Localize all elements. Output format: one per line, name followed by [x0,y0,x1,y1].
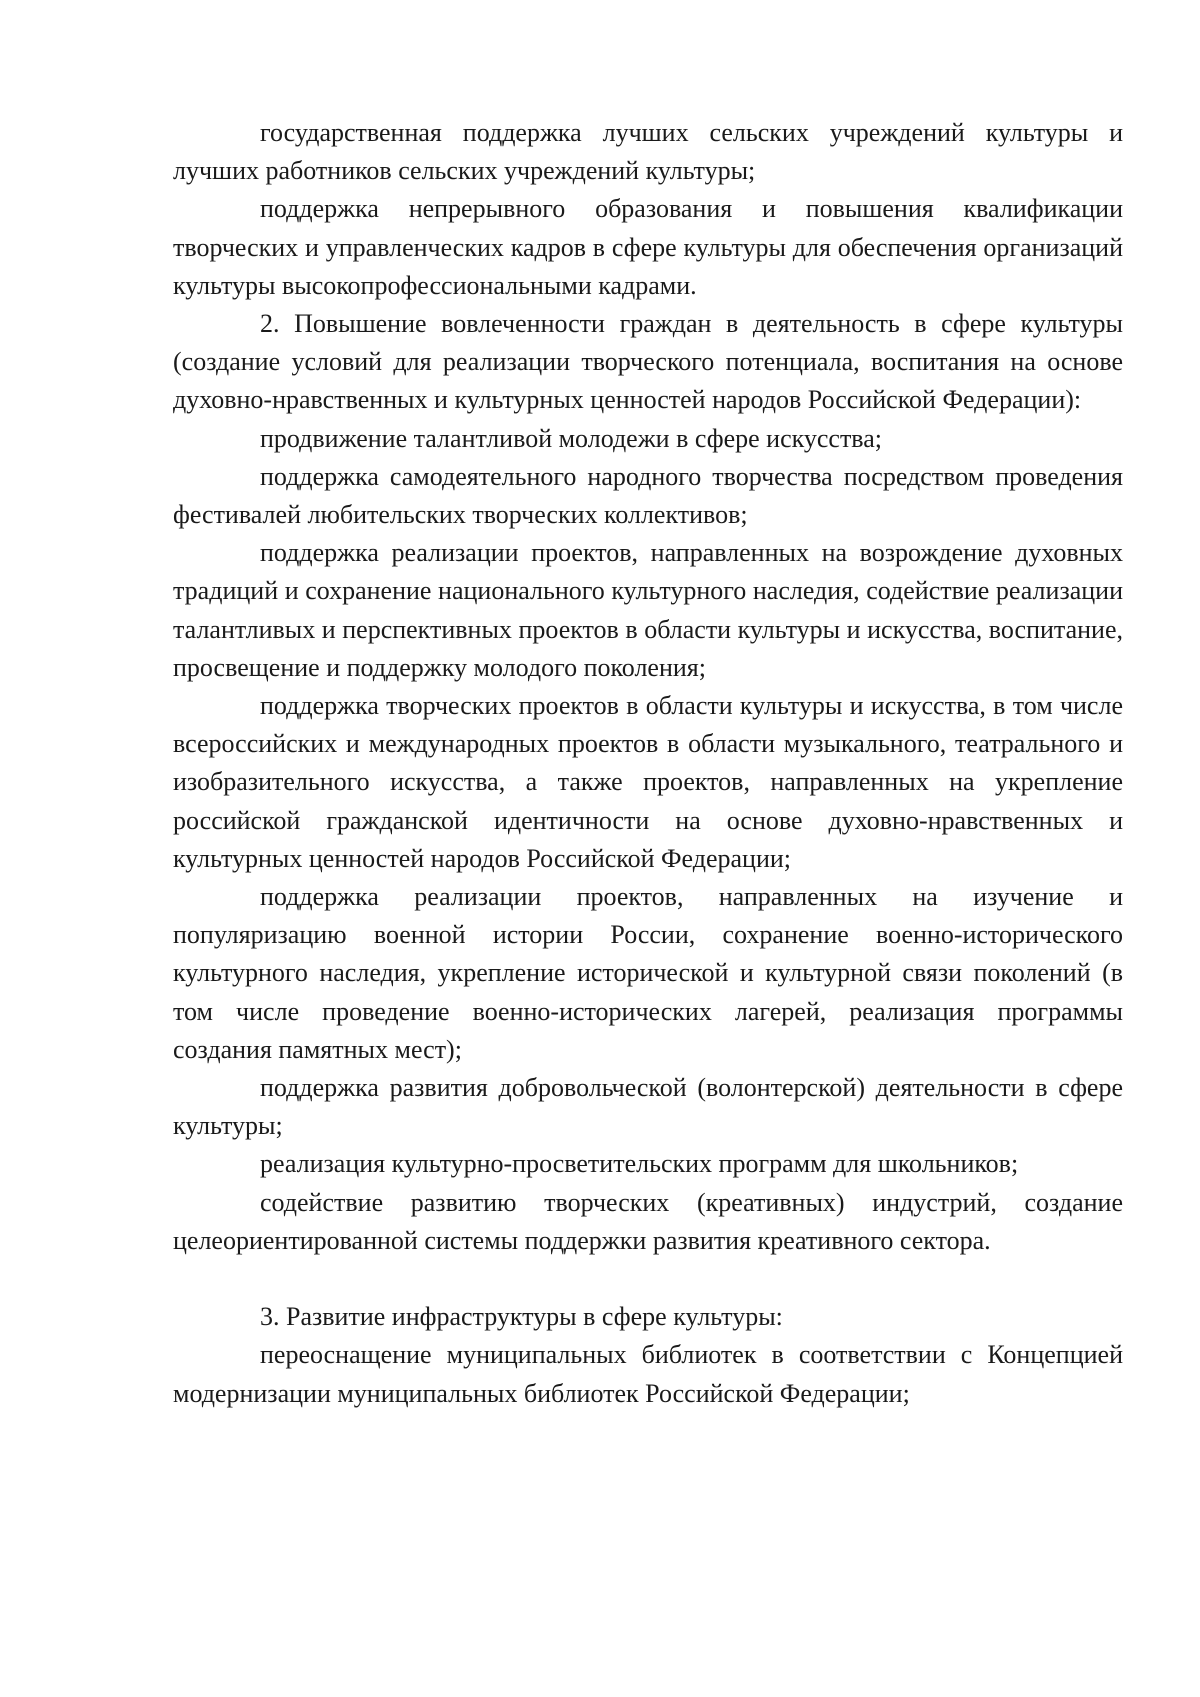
paragraph: содействие развитию творческих (креативных) индустрий, создание целеориентированной системы поддержки развития креативного сектора. [173,1187,1123,1255]
section-heading: 3. Развитие инфраструктуры в сфере культуры: [260,1302,783,1332]
section-heading: 2. Повышение вовлеченности граждан в деятельность в сфере культуры (создание условий для реализации творческого потенциала, воспитания на основе духовно-нравственных и культурных ценностей народов Российской Федерации): [173,309,1123,415]
paragraph: поддержка самодеятельного народного творчества посредством проведения фестивалей любительских творческих коллективов; [173,461,1123,530]
paragraph: поддержка реализации проектов, направленных на возрождение духовных традиций и сохранение национального культурного наследия, содействие реализации талантливых и перспективных проектов в области культуры и искусства, воспитание, просвещение и поддержку молодого поколения; [173,538,1123,682]
paragraph: поддержка непрерывного образования и повышения квалификации творческих и управленческих кадров в сфере культуры для обеспечения организаций культуры высокопрофессиональными кадрами. [173,194,1123,300]
paragraph: переоснащение муниципальных библиотек в соответствии с Концепцией модернизации муниципальных библиотек Российской Федерации; [173,1340,1123,1408]
paragraph: поддержка творческих проектов в области культуры и искусства, в том числе всероссийских и международных проектов в области музыкального, театрального и изобразительного искусства, а также проектов, направленных на укрепление российской гражданской идентичности на основе духовно-нравственных и культурных ценностей народов Российской Федерации; [173,691,1123,873]
paragraph: реализация культурно-просветительских программ для школьников; [260,1149,1019,1179]
paragraph: продвижение талантливой молодежи в сфере искусства; [260,423,883,453]
paragraph: государственная поддержка лучших сельских учреждений культуры и лучших работников сельских учреждений культуры; [173,118,1123,186]
paragraph: поддержка развития добровольческой (волонтерской) деятельности в сфере культуры; [173,1073,1123,1141]
paragraph: поддержка реализации проектов, направленных на изучение и популяризацию военной истории России, сохранение военно-исторического культурного наследия, укрепление исторической и культурной связи поколений (в том числе проведение военно-исторических лагерей, реализация программы создания памятных мест); [173,882,1123,1064]
document-page [173,114,1123,1413]
